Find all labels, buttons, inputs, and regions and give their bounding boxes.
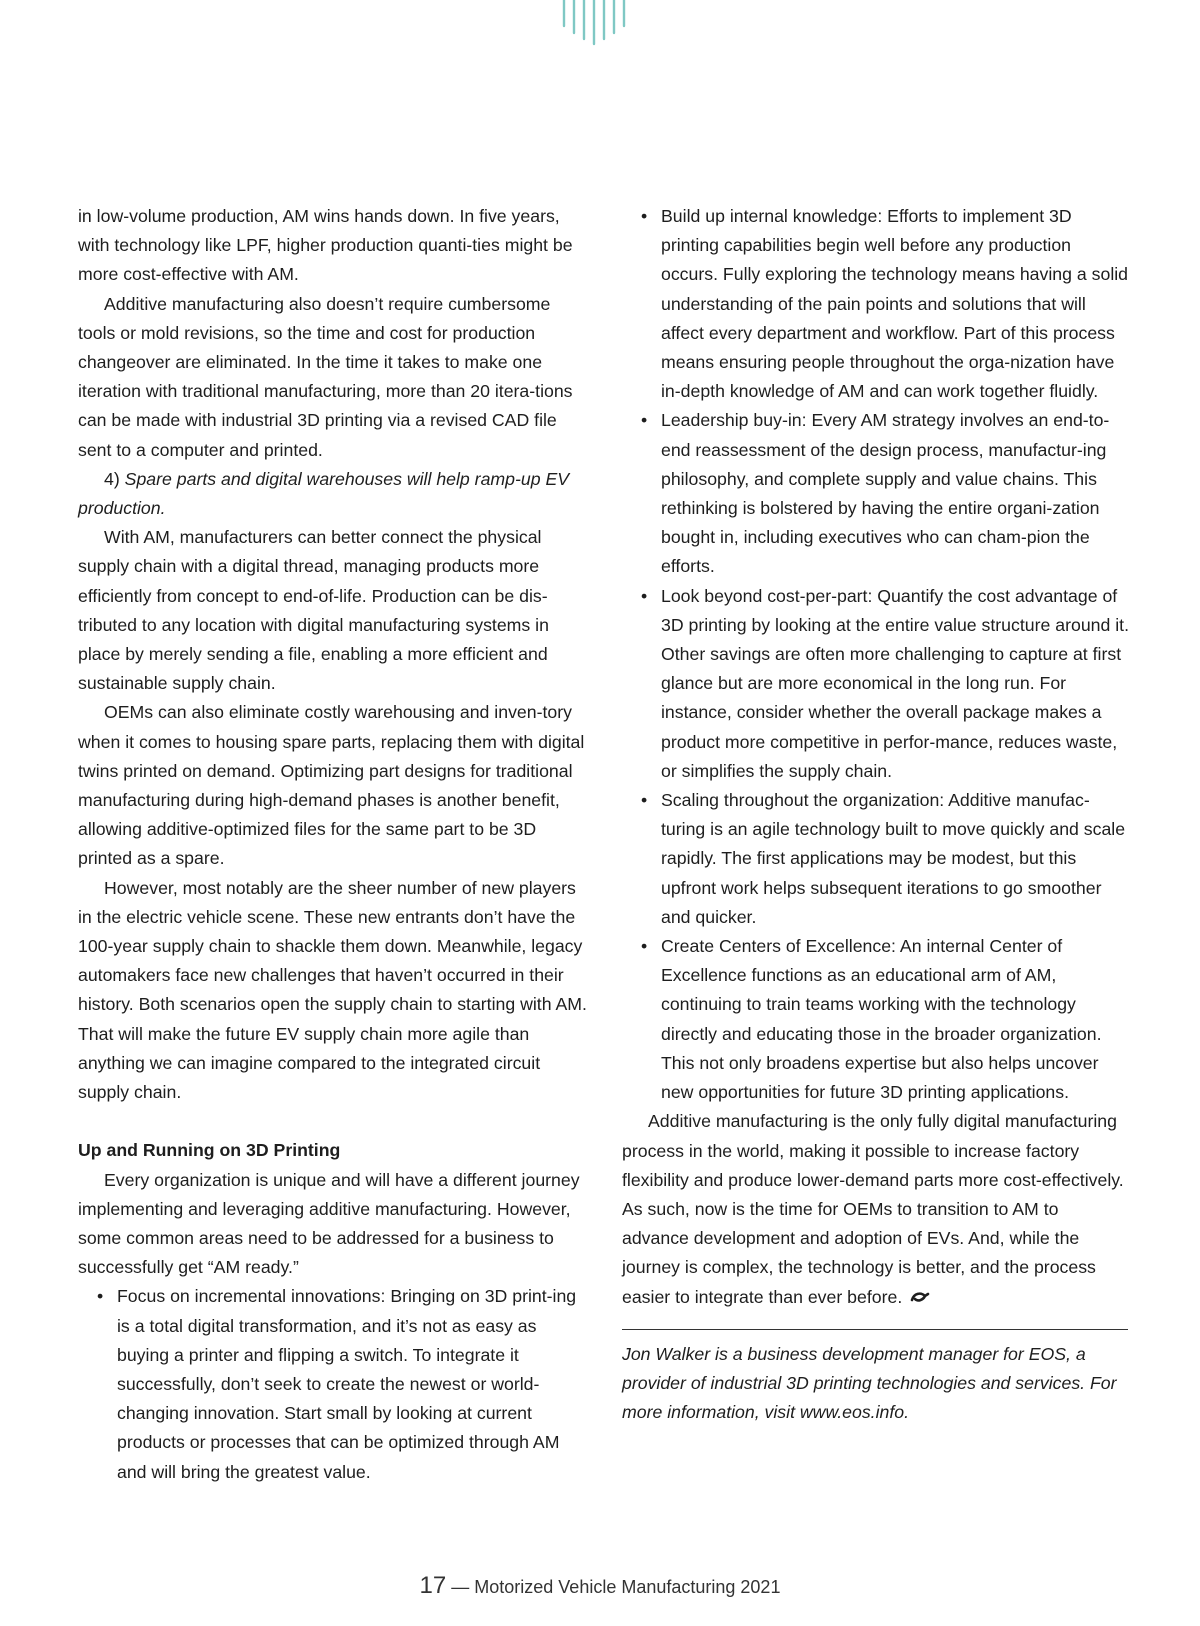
bullet-icon: • bbox=[641, 410, 648, 431]
paragraph: Every organization is unique and will have a different journey implementing and leveraging additive manufacturing. However, some common areas need to be addressed for a business to successfully get “AM ready.” bbox=[78, 1169, 580, 1278]
bullet-icon: • bbox=[641, 206, 648, 226]
paragraph: However, most notably are the sheer number of new players in the electric vehicle scene. These new entrants don’t have the 100-year supply chain to shackle them down. Meanwhile, legacy automakers face new challenges that haven’t occurred in their history. Both scenarios open the supply chain to starting with AM. That will make the future EV supply chain more agile than anything we can imagine compared to the integrated circuit supply chain. bbox=[78, 877, 587, 1103]
list-item: • Build up internal knowledge: Efforts to implement 3D printing capabilities begin well before any production occurs. Fully exploring the technology means having a solid understanding of the pain points and solutions that will affect every department and workflow. Part of this process means ensuring people throughout the orga-nization have in-depth knowledge of AM and can work together fluidly. bbox=[622, 202, 1130, 406]
list-item: • Focus on incremental innovations: Bringing on 3D print-ing is a total digital transformation, and it’s not as easy as buying a printer and flipping a switch. To integrate it successfully, don’t seek to create the newest or world-changing innovation. Start small by looking at current products or processes that can be optimized through AM and will bring the greatest value. bbox=[78, 1282, 590, 1486]
bullet-icon: • bbox=[97, 1286, 104, 1307]
page-number: 17 bbox=[419, 1572, 447, 1599]
point-number: 4) bbox=[104, 468, 120, 489]
list-item: • Leadership buy-in: Every AM strategy involves an end-to-end reassessment of the design process, manufactur-ing philosophy, and complete supply and value chains. This rethinking is bolstered by having the entire organi-zation bought in, including executives who can cham-pion the efforts. bbox=[622, 406, 1130, 581]
left-column bbox=[78, 202, 590, 1487]
bullet-list bbox=[78, 1282, 590, 1486]
footer-separator: — bbox=[451, 1577, 470, 1597]
paragraph: OEMs can also eliminate costly warehousing and inven-tory when it comes to housing spare parts, replacing them with digital twins printed on demand. Optimizing part designs for traditional manufacturing during high-demand phases is another benefit, allowing additive-optimized files for the same part to be 3D printed as a spare. bbox=[78, 702, 585, 869]
list-item: • Create Centers of Excellence: An internal Center of Excellence functions as an educational arm of AM, continuing to train teams working with the technology directly and educating those in the broader organization. This not only broadens expertise but also helps uncover new opportunities for future 3D printing applications. bbox=[622, 932, 1130, 1107]
page-footer bbox=[0, 1572, 1200, 1600]
paragraph: Additive manufacturing also doesn’t require cumbersome tools or mold revisions, so the time and cost for production changeover are eliminated. In the time it takes to make one iteration with traditional manufacturing, more than 20 itera-tions can be made with industrial 3D printing via a revised CAD file sent to a computer and printed. bbox=[78, 293, 573, 460]
bullet-icon: • bbox=[641, 936, 648, 957]
paragraph: With AM, manufacturers can better connect the physical supply chain with a digital thread, managing products more efficiently from concept to end-of-life. Production can be dis-tributed to any location with digital manufacturing systems in place by merely sending a file, enabling a more efficient and sustainable supply chain. bbox=[78, 527, 549, 694]
bullet-icon: • bbox=[641, 585, 648, 606]
list-item: • Look beyond cost-per-part: Quantify the cost advantage of 3D printing by looking at the entire value structure around it. Other savings are often more challenging to capture at first glance but are more economical in the long run. For instance, consider whether the overall package makes a product more competitive in perfor-mance, reduces waste, or simplifies the supply chain. bbox=[622, 582, 1130, 786]
divider bbox=[622, 1329, 1128, 1330]
publication-name: Motorized Vehicle Manufacturing 2021 bbox=[474, 1577, 781, 1597]
closing-paragraph: Additive manufacturing is the only fully digital manufacturing process in the world, making it possible to increase factory flexibility and produce lower-demand parts more cost-effectively. As such, now is the time for OEMs to transition to AM to advance development and adoption of EVs. And, while the journey is complex, the technology is better, and the process easier to integrate than ever before. bbox=[622, 1111, 1124, 1307]
bullet-list bbox=[622, 202, 1130, 1107]
list-item: • Scaling throughout the organization: Additive manufac-turing is an agile technology built to move quickly and scale rapidly. The first applications may be modest, but this upfront work helps subsequent iterations to go smoother and quicker. bbox=[622, 786, 1130, 932]
author-bio: Jon Walker is a business development manager for EOS, a provider of industrial 3D printing technologies and services. For more information, visit www.eos.info. bbox=[622, 1343, 1117, 1423]
right-column bbox=[622, 202, 1130, 1427]
end-mark-icon bbox=[910, 1291, 930, 1305]
paragraph: in low-volume production, AM wins hands down. In five years, with technology like LPF, higher production quanti-ties might be more cost-effective with AM. bbox=[78, 206, 573, 285]
numbered-point bbox=[78, 465, 590, 523]
bullet-icon: • bbox=[641, 790, 648, 811]
subheading: Up and Running on 3D Printing bbox=[78, 1140, 341, 1161]
point-text: Spare parts and digital warehouses will help ramp-up EV production. bbox=[78, 468, 570, 519]
decorative-lines bbox=[562, 0, 642, 50]
